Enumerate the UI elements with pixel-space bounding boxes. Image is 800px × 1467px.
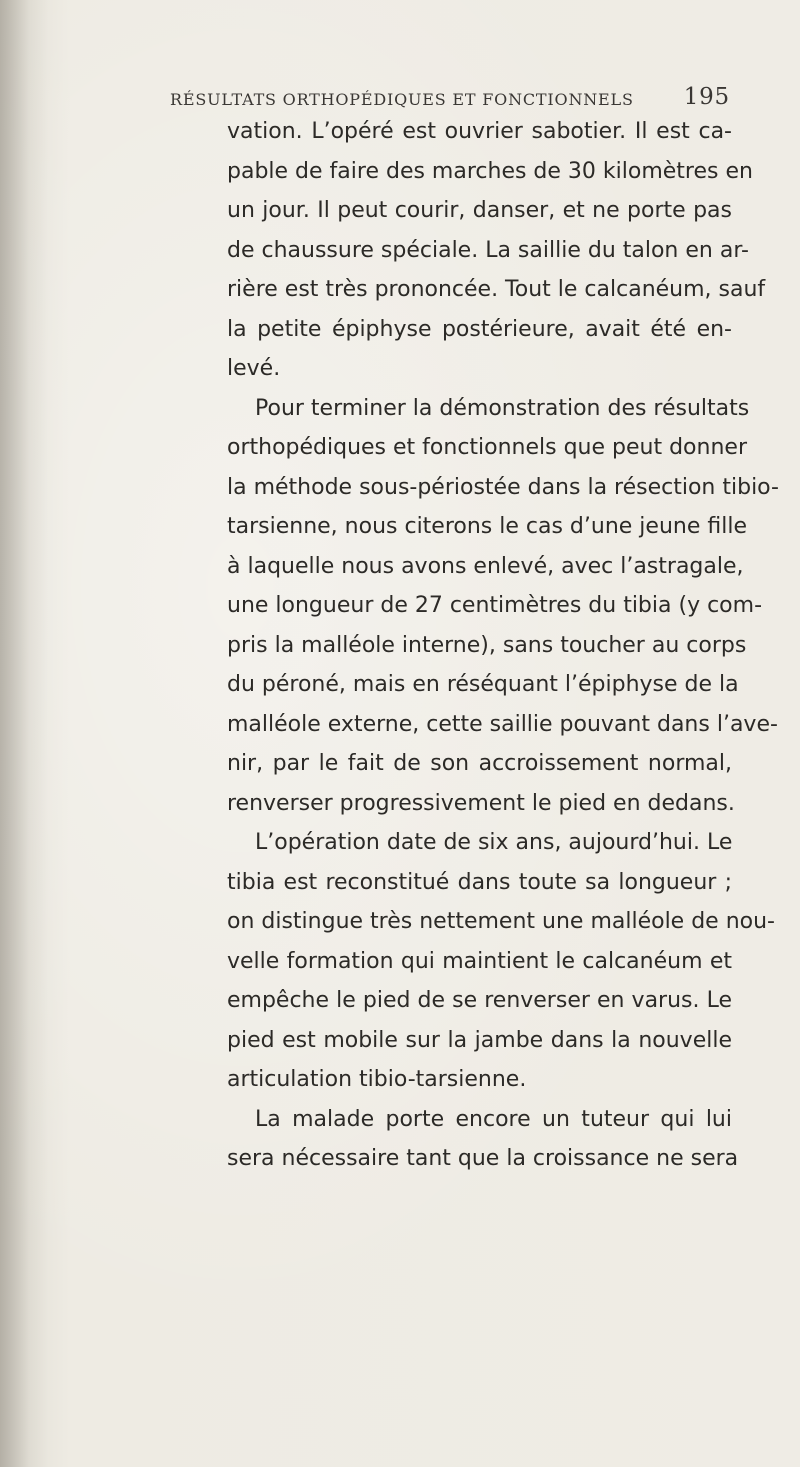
text-line: levé.: [227, 356, 281, 381]
text-line: nir, par le fait de son accroissement normal,: [227, 751, 732, 776]
text-line: orthopédiques et fonctionnels que peut donner: [227, 435, 747, 460]
body-text: [227, 112, 779, 1179]
text-line: tibia est reconstitué dans toute sa longueur ;: [227, 869, 732, 895]
text-line: La malade porte encore un tuteur qui lui: [255, 1106, 732, 1132]
text-line: velle formation qui maintient le calcanéum et: [227, 948, 732, 974]
text-line: du péroné, mais en réséquant l’épiphyse de la: [227, 672, 739, 697]
text-line: pris la malléole interne), sans toucher au corps: [227, 632, 747, 658]
text-line: une longueur de 27 centimètres du tibia (y com-: [227, 593, 763, 618]
text-line: la méthode sous-périostée dans la résection tibio-: [227, 474, 779, 500]
text-line: de chaussure spéciale. La saillie du talon en ar-: [227, 237, 749, 263]
text-line: articulation tibio-tarsienne.: [227, 1067, 527, 1092]
text-line: pied est mobile sur la jambe dans la nouvelle: [227, 1027, 732, 1053]
text-line: tarsienne, nous citerons le cas d’une jeune fille: [227, 514, 747, 539]
text-line: malléole externe, cette saillie pouvant dans l’ave-: [227, 711, 778, 737]
text-line: renverser progressivement le pied en dedans.: [227, 790, 735, 816]
text-line: Pour terminer la démonstration des résultats: [255, 395, 750, 421]
text-line: empêche le pied de se renverser en varus. Le: [227, 988, 732, 1013]
text-line: on distingue très nettement une malléole de nou-: [227, 909, 775, 934]
binding-shadow: [0, 0, 48, 1467]
text-line: L’opération date de six ans, aujourd’hui. Le: [255, 830, 733, 855]
text-line: rière est très prononcée. Tout le calcanéum, sauf: [227, 277, 766, 302]
page-number: 195: [683, 84, 730, 110]
running-head: [170, 84, 730, 114]
text-line: vation. L’opéré est ouvrier sabotier. Il est ca-: [227, 119, 732, 144]
text-line: un jour. Il peut courir, danser, et ne porte pas: [227, 198, 732, 223]
text-line: sera nécessaire tant que la croissance ne sera: [227, 1146, 739, 1171]
text-line: à laquelle nous avons enlevé, avec l’astragale,: [227, 553, 744, 579]
text-line: pable de faire des marches de 30 kilomètres en: [227, 158, 753, 184]
text-line: la petite épiphyse postérieure, avait été en-: [227, 316, 732, 342]
running-head-title: RÉSULTATS ORTHOPÉDIQUES ET FONCTIONNELS: [170, 90, 634, 109]
